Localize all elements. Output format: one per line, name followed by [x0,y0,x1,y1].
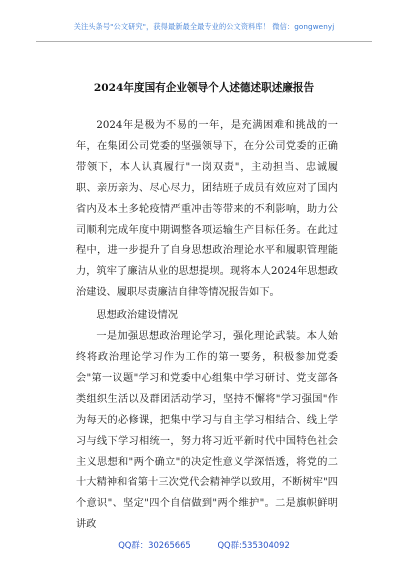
document-title: 2024年度国有企业领导个人述德述职述廉报告 [93,82,315,94]
document-body [76,116,338,536]
intro-paragraph: 2024年是极为不易的一年，是充满困难和挑战的一年，在集团公司党委的坚强领导下，在分公司党委的正确带领下，本人认真履行"一岗双责"，主动担当、忠诚履职、亲历亲为、尽心尽力，团结班子成员有效应对了国内省内及本土多轮疫情严重冲击等带来的不利影响，助力公司顺利完成年度中期调整各项运输生产目标任务。在此过程中，进一步提升了自身思想政治理论水平和履职管理能力，筑牢了廉洁从业的思想提坝。现将本人2024年思想政治建设、履职尽责廉洁自律等情况报告如下。 [76,120,338,299]
footer-contact [0,539,408,551]
footer-qq-group-2: QQ群:535304092 [217,540,290,550]
header-banner: 关注头条号"公文研究"，获得最新最全最专业的公文资料库！ 微信：gongwenyj [73,22,335,31]
section-paragraph: 一是加强思想政治理论学习，强化理论武装。本人始终将政治理论学习作为工作的第一要务，积极参加党委会"第一议题"学习和党委中心组集中学习研讨、党支部各类组织生活以及群团活动学习，坚持不懈将"学习强国"作为每天的必修课，把集中学习与自主学习相结合、线上学习与线下学习相统一，努力将习近平新时代中国特色社会主义思想和"两个确立"的决定性意义学深悟透，将党的二十大精神和省第十三次党代会精神学以致用，不断树牢"四个意识"、坚定"四个自信做到"两个维护"。二是旗帜鲜明讲政 [76,331,338,531]
header-divider [36,41,372,42]
section-heading: 思想政治建设情况 [96,310,178,322]
footer-qq-group-1: QQ群：30265665 [118,540,191,550]
